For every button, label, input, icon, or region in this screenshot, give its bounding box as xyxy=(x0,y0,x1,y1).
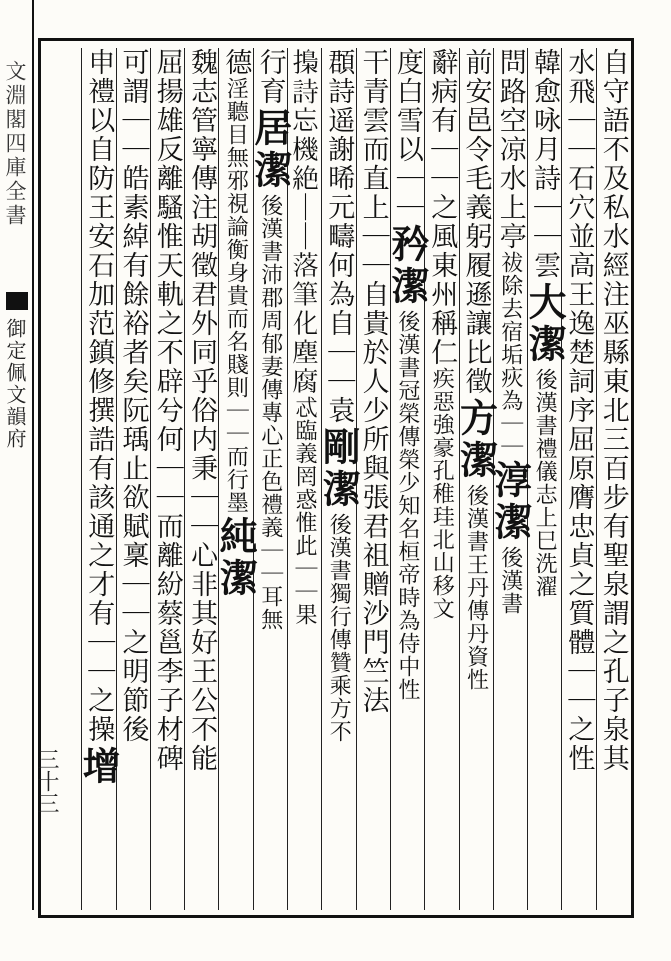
text-column xyxy=(316,48,362,910)
column-text: 度白雪以｜｜ xyxy=(391,48,423,222)
column-text: 頵詩遥謝晞元疇何為自｜｜袁 xyxy=(323,48,355,425)
headword: 增 xyxy=(76,746,122,788)
headword: 居潔 xyxy=(247,108,293,192)
column-text: 干青雲而直上｜｜自貴於人少所與張君祖贈沙門竺法 xyxy=(357,48,389,715)
text-column xyxy=(561,48,595,910)
annotation-text: 淫聽目無邪視論衡身貴而名賤則｜｜而行墨 xyxy=(223,77,249,514)
column-text: 屈揚雄反離騷惟天軌之不辟兮何｜｜而離紛蔡邕李子材碑 xyxy=(151,48,183,773)
text-column xyxy=(184,48,218,910)
headword: 矜潔 xyxy=(384,224,430,308)
fold-title: 文淵閣四庫全書 xyxy=(3,60,27,228)
column-text: 𢳚詩忘機絶｜｜落筆化塵腐 xyxy=(289,48,320,396)
fold-edition-title: 御定佩文韻府 xyxy=(3,318,27,450)
annotation-text: 疾惡強豪孔稚珪北山移文 xyxy=(429,367,455,620)
annotation-text: 後漢書禮儀志上巳洗濯 xyxy=(532,368,558,598)
annotation-text: 後漢書獨行傳贊乘方不 xyxy=(326,513,352,743)
column-text: 韓愈咏月詩｜｜雲 xyxy=(529,48,561,280)
text-column xyxy=(76,48,122,910)
text-column xyxy=(453,48,499,910)
column-text: 可謂｜｜皓素綽有餘裕者矣阮瑀止欲賦稟｜｜之明節後 xyxy=(117,48,149,744)
text-column xyxy=(384,48,430,910)
annotation-text: 後漢書冠榮傳榮少知名桓帝時為侍中性 xyxy=(394,310,420,701)
column-text: 魏志管寧傳注胡徵君外同乎俗内秉｜｜心非其好王公不能 xyxy=(186,48,218,773)
column-text: 自守語不及私水經注巫縣東北三百步有聖泉謂之孔子泉其 xyxy=(597,48,629,773)
annotation-text: 忒臨義罔惑惟此｜｜果 xyxy=(292,396,317,626)
column-text: 前安邑令毛義躬履遜讓比徵 xyxy=(460,48,492,396)
fold-fishtail-mark xyxy=(6,292,28,310)
column-text: 問路空凉水上亭 xyxy=(494,48,526,251)
headword: 淳潔 xyxy=(487,460,533,544)
annotation-text: 後漢書王丹傳丹資性 xyxy=(463,484,489,691)
headword: 剛潔 xyxy=(316,427,362,511)
headword: 方潔 xyxy=(453,398,499,482)
column-text: 德 xyxy=(220,48,252,77)
headword: 純潔 xyxy=(213,516,259,600)
text-column xyxy=(150,48,184,910)
annotation-text: 後漢書 xyxy=(497,546,523,615)
annotation-text: 後漢書沛郡周郁妻傳專心正色禮義｜｜耳無 xyxy=(257,194,283,631)
text-column xyxy=(213,48,259,910)
text-column xyxy=(596,48,630,910)
text-column xyxy=(424,48,458,910)
column-text: 水飛｜｜石穴並高王逸楚詞序屈原膺忠貞之質體｜｜之性 xyxy=(563,48,595,773)
text-column xyxy=(247,48,293,910)
headword: 大潔 xyxy=(522,282,568,366)
column-text: 行育 xyxy=(254,48,286,106)
annotation-text: 祓除去宿垢疢為｜｜ xyxy=(497,251,523,458)
column-text: 辭病有｜｜之風東州稱仁 xyxy=(426,48,458,367)
fold-margin xyxy=(0,0,34,910)
column-text: 申禮以自防王安石加范鎮修撰誥有該通之才有｜｜之操 xyxy=(83,48,115,744)
page-number: 三十三 xyxy=(34,748,59,814)
